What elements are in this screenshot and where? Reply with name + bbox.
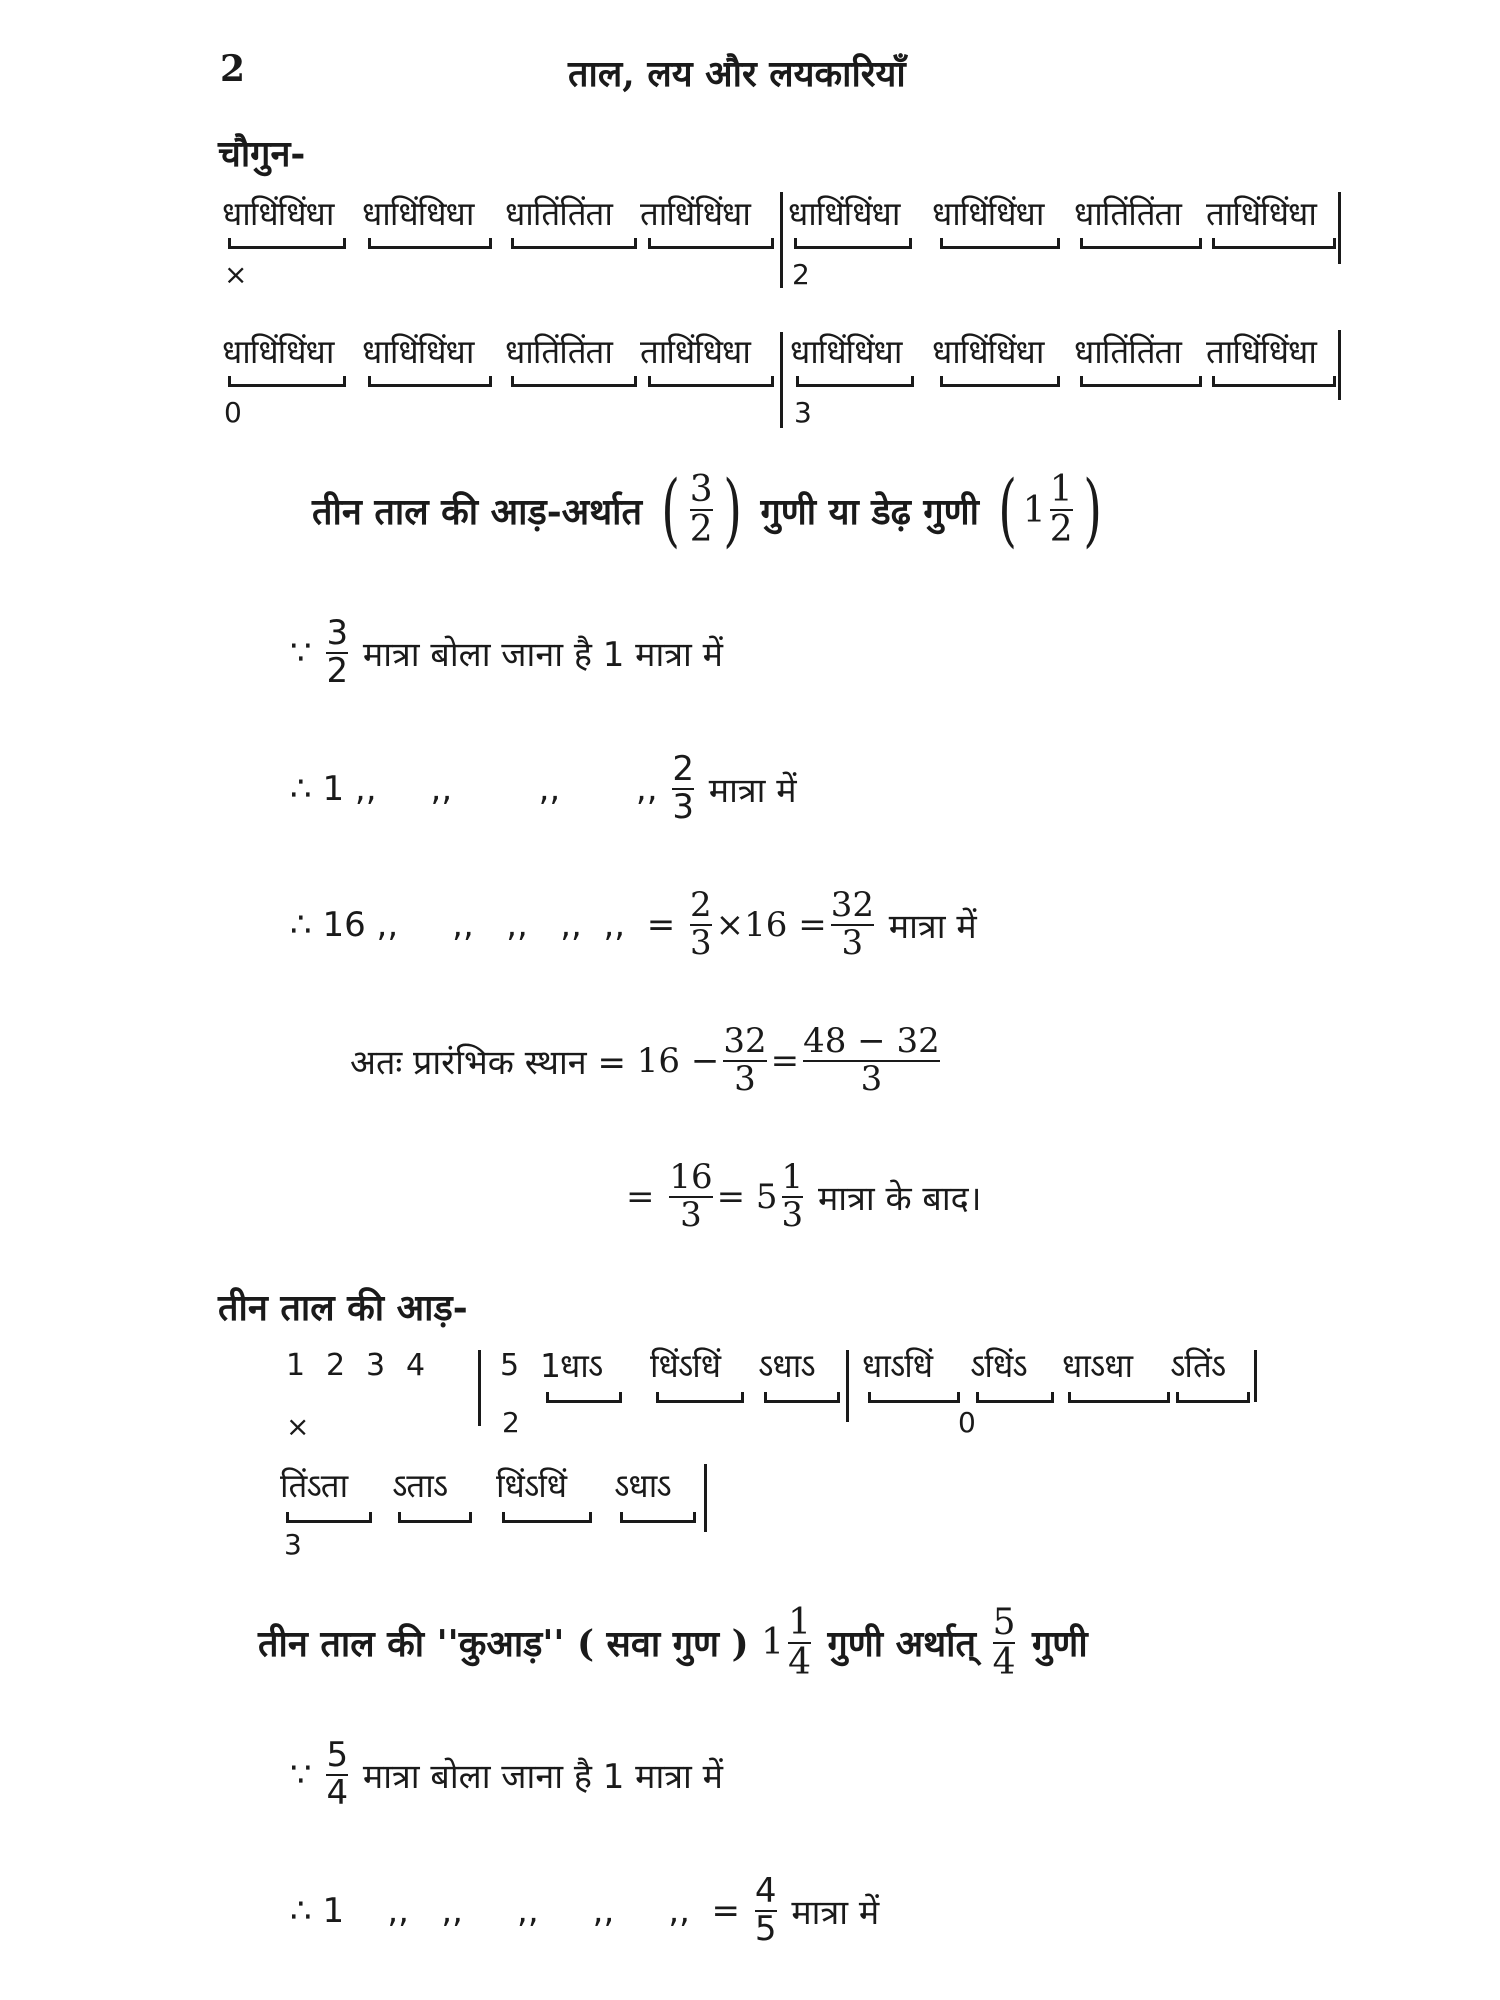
- line-text: मात्रा में: [708, 770, 797, 811]
- fraction-denominator: 2: [1049, 509, 1073, 550]
- therefore-symbol: ∴: [290, 768, 312, 809]
- fraction-numerator: 5: [326, 1735, 349, 1775]
- fraction-denominator: 4: [326, 1772, 349, 1813]
- bol-group: धाधिंधिंधा: [788, 194, 900, 233]
- fraction-denominator: 4: [788, 1641, 811, 1683]
- fraction-denominator: 4: [992, 1641, 1016, 1683]
- fraction-numerator: 2: [672, 749, 694, 789]
- fraction-numerator: 1: [1049, 469, 1073, 511]
- fraction-numerator: 2: [690, 885, 712, 925]
- aad-title-text: तीन ताल की आड़-अर्थात: [312, 490, 642, 533]
- fraction-numerator: 1: [781, 1157, 804, 1197]
- matra-count: 3: [366, 1348, 386, 1383]
- bol-group: धाऽधा: [1062, 1346, 1133, 1385]
- bol-group: धाधिंधिधा: [362, 194, 474, 233]
- bol-group: ताधिंधिंधा: [1206, 194, 1316, 233]
- fraction-denominator: 3: [831, 924, 874, 962]
- fraction-denominator: 3: [803, 1060, 940, 1098]
- khali-mark: 0: [958, 1406, 976, 1439]
- bol-group: धाधिंधिंधा: [932, 194, 1044, 233]
- line-text: मात्रा बोला जाना है 1 मात्रा में: [362, 1756, 723, 1797]
- tali-mark: 2: [792, 258, 810, 291]
- bol-group: ऽधाऽ: [758, 1346, 815, 1385]
- mixed-whole: 1: [1022, 489, 1046, 531]
- bol-group: धातिंतिंता: [505, 332, 612, 371]
- tali-mark: 3: [794, 396, 812, 429]
- matra-count: 4: [406, 1348, 426, 1383]
- fraction-numerator: 32: [723, 1021, 767, 1061]
- running-title: ताल, लय और लयकारियाँ: [568, 53, 906, 95]
- fraction-numerator: 5: [992, 1602, 1016, 1643]
- bol-group: धातिंतिंता: [1074, 332, 1181, 371]
- bol-group: तिंऽता: [280, 1466, 348, 1505]
- aad-line-5: [626, 1157, 982, 1235]
- khali-mark: 0: [224, 396, 242, 429]
- matra-count: 5: [500, 1348, 520, 1383]
- bol-group: धाधिंधिंधा: [222, 194, 334, 233]
- aad-line-3: [290, 885, 977, 963]
- fraction-denominator: 2: [326, 650, 349, 691]
- bol-group: ऽतिंऽ: [1170, 1346, 1226, 1385]
- line-lead: 1 ,, ,, ,, ,, ,, =: [322, 1890, 741, 1931]
- because-symbol: ∵: [290, 1754, 312, 1795]
- line-text: मात्रा बोला जाना है 1 मात्रा में: [362, 634, 723, 675]
- chaugun-heading: चौगुन-: [218, 133, 306, 175]
- tali-mark: ×: [224, 258, 248, 291]
- bol-group: ऽधाऽ: [614, 1466, 671, 1505]
- bol-group: धातिंतिंता: [505, 194, 612, 233]
- because-symbol: ∵: [290, 632, 312, 673]
- page-number: 2: [220, 48, 246, 90]
- tali-mark: 3: [284, 1528, 302, 1561]
- therefore-symbol: ∴: [290, 1890, 312, 1931]
- aad-title: तीन ताल की आड़-अर्थात ( $\frac{3}{2}$ ) गुणी या डेढ़ गुणी ( 1 $\frac{1}{2}$ ): [312, 463, 1102, 556]
- fraction-numerator: 48 − 32: [803, 1021, 940, 1061]
- fraction-numerator: 4: [754, 1871, 777, 1911]
- line-text: मात्रा में: [888, 906, 977, 947]
- kuaad-title-text-3: गुणी: [1032, 1623, 1088, 1666]
- fraction-numerator: 3: [326, 613, 349, 653]
- fraction-denominator: 3: [781, 1194, 804, 1235]
- line-lead: अतः प्रारंभिक स्थान =: [350, 1042, 626, 1083]
- expression: ×16 =: [715, 904, 827, 945]
- line-text: मात्रा में: [791, 1892, 880, 1933]
- kuaad-title-text-2: गुणी अर्थात्: [827, 1623, 977, 1666]
- bol-group: ताधिंधिंधा: [1206, 332, 1316, 371]
- bol-group: ताधिंधिंधा: [640, 194, 750, 233]
- bol-group: धिंऽधिं: [650, 1346, 721, 1385]
- bol-group: धाधिंधिंधा: [222, 332, 334, 371]
- sam-mark: ×: [286, 1410, 310, 1443]
- line-lead: 1 ,, ,, ,, ,,: [322, 768, 658, 809]
- fraction-denominator: 3: [690, 922, 712, 963]
- line-lead: 16 ,, ,, ,, ,, ,, =: [322, 904, 676, 945]
- therefore-symbol: ∴: [290, 904, 312, 945]
- fraction-denominator: 3: [672, 786, 694, 827]
- fraction-numerator: 32: [830, 885, 874, 925]
- mixed-whole: 1: [761, 1622, 785, 1664]
- kuaad-line-2: [290, 1871, 880, 1949]
- bol-group: धाधिंधिंधा: [932, 332, 1044, 371]
- fraction-numerator: 16: [669, 1157, 713, 1197]
- bol-group: धातिंतिंता: [1074, 194, 1181, 233]
- bol-group: 1धाऽ: [540, 1346, 603, 1385]
- fraction-denominator: 3: [723, 1060, 766, 1098]
- aad-title-text-2: गुणी या डेढ़ गुणी: [760, 490, 980, 533]
- fraction-denominator: 2: [689, 509, 713, 550]
- fraction-denominator: 3: [669, 1196, 712, 1234]
- aad-bols-heading: तीन ताल की आड़-: [218, 1287, 468, 1329]
- fraction-denominator: 5: [754, 1908, 777, 1949]
- aad-line-2: [290, 749, 797, 827]
- kuaad-line-1: [290, 1735, 723, 1813]
- expression: 16 −: [636, 1040, 720, 1081]
- aad-line-1: [290, 613, 723, 691]
- bol-group: ताधिंधिधा: [640, 332, 750, 371]
- fraction-numerator: 3: [689, 469, 713, 511]
- bol-group: धाधिंधिंधा: [362, 332, 474, 371]
- bol-group: धिंऽधिं: [496, 1466, 567, 1505]
- bol-group: ऽताऽ: [392, 1466, 448, 1505]
- bol-group: धाऽधिं: [862, 1346, 933, 1385]
- tali-mark: 2: [502, 1406, 520, 1439]
- equals: =: [770, 1040, 800, 1081]
- equals: =: [626, 1176, 655, 1217]
- fraction-numerator: 1: [788, 1602, 811, 1643]
- bol-group: धाधिंधिंधा: [790, 332, 902, 371]
- expression: = 5: [716, 1176, 778, 1217]
- kuaad-title-text: तीन ताल की ''कुआड़'' ( सवा गुण ): [258, 1623, 749, 1666]
- kuaad-title: [258, 1604, 1088, 1682]
- matra-count: 1: [286, 1348, 306, 1383]
- line-text: मात्रा के बाद।: [817, 1178, 982, 1219]
- matra-count: 2: [326, 1348, 346, 1383]
- aad-line-4: [350, 1021, 944, 1099]
- bol-group: ऽधिंऽ: [970, 1346, 1027, 1385]
